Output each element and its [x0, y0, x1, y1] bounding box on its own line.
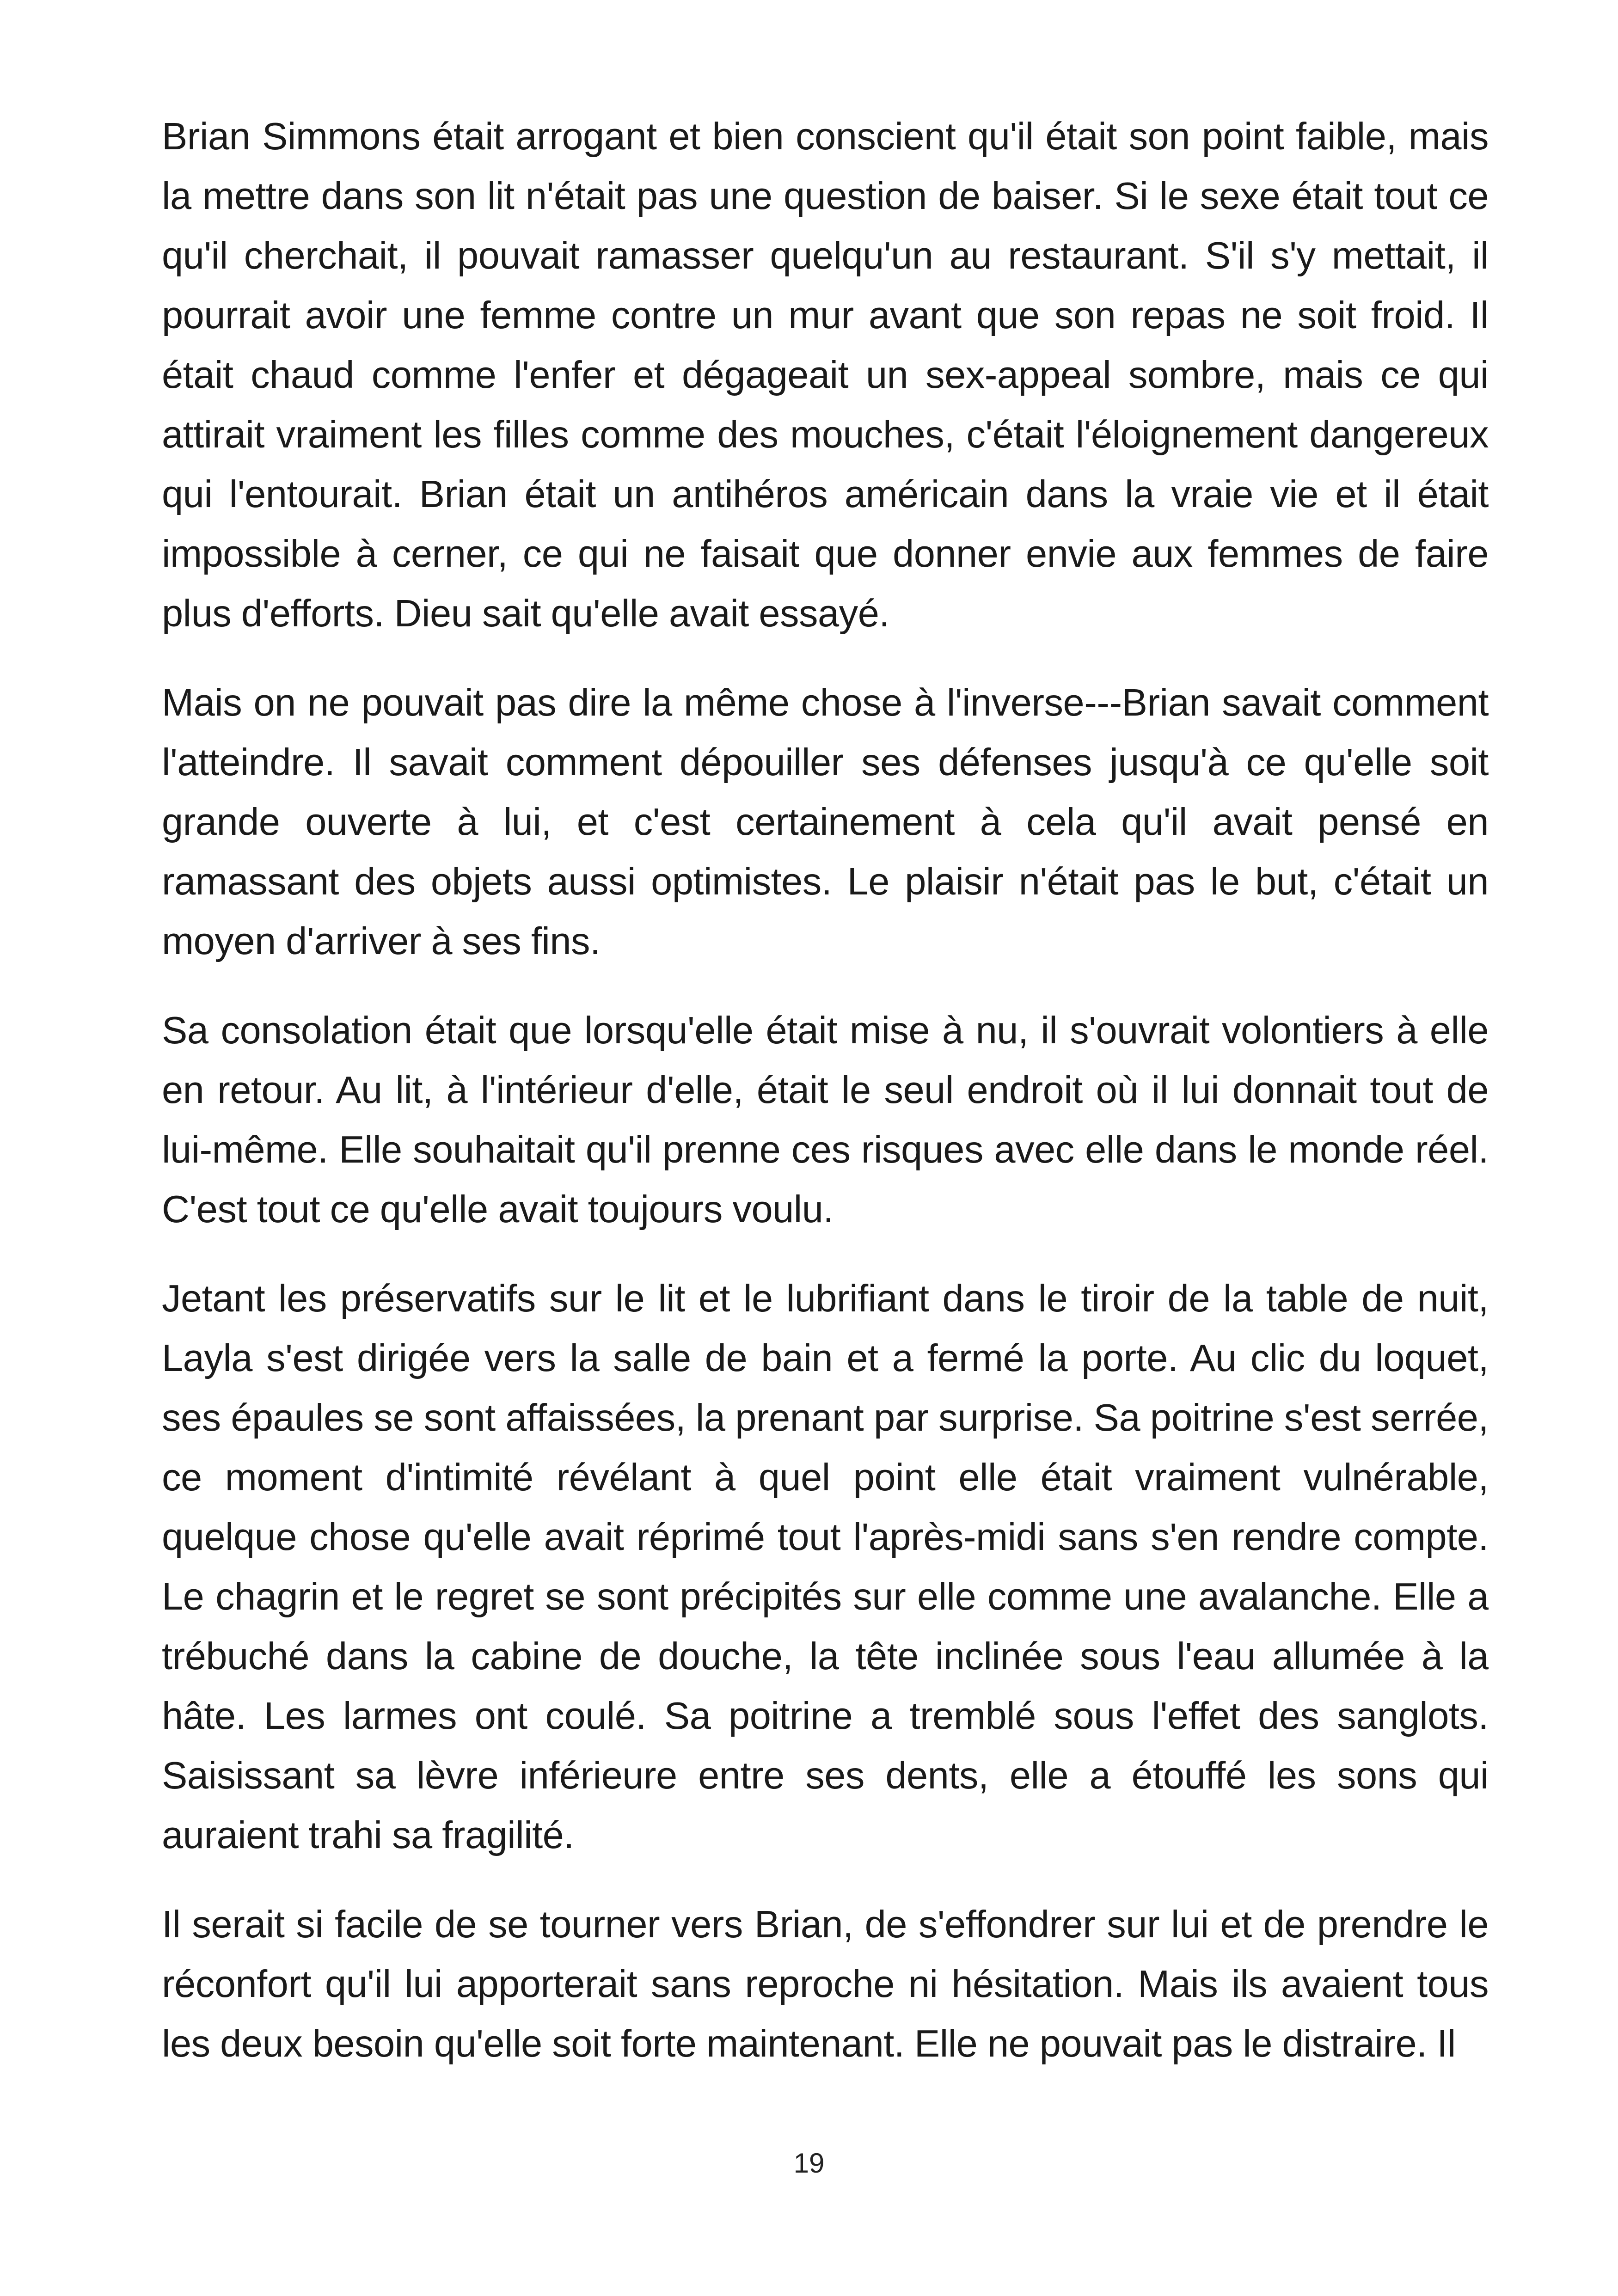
paragraph-5: Il serait si facile de se tourner vers Brian, de s'effondrer sur lui et de prendre le réconfort qu'il lui apporterait sans reproche ni hésitation. Mais ils avaient tous les deux besoin qu'elle soit forte maintenant. Elle ne pouvait pas le distraire. Il	[162, 1903, 1489, 2065]
paragraph-2: Mais on ne pouvait pas dire la même chose à l'inverse---Brian savait comment l'atteindre. Il savait comment dépouiller ses défenses jusqu'à ce qu'elle soit grande ouverte à lui, et c'est certainement à cela qu'il avait pensé en ramassant des objets aussi optimistes. Le plaisir n'était pas le but, c'était un moyen d'arriver à ses fins.	[162, 681, 1489, 962]
page-number: 19	[793, 2148, 825, 2179]
paragraph-4: Jetant les préservatifs sur le lit et le lubrifiant dans le tiroir de la table de nuit, Layla s'est dirigée vers la salle de bain et a fermé la porte. Au clic du loquet, ses épaules se sont affaissées, la prenant par surprise. Sa poitrine s'est serrée, ce moment d'intimité révélant à quel point elle était vraiment vulnérable, quelque chose qu'elle avait réprimé tout l'après-midi sans s'en rendre compte. Le chagrin et le regret se sont précipités sur elle comme une avalanche. Elle a trébuché dans la cabine de douche, la tête inclinée sous l'eau allumée à la hâte. Les larmes ont coulé. Sa poitrine a tremblé sous l'effet des sanglots. Saisissant sa lèvre inférieure entre ses dents, elle a étouffé les sons qui auraient trahi sa fragilité.	[162, 1277, 1489, 1856]
paragraph-1: Brian Simmons était arrogant et bien conscient qu'il était son point faible, mais la mettre dans son lit n'était pas une question de baiser. Si le sexe était tout ce qu'il cherchait, il pouvait ramasser quelqu'un au restaurant. S'il s'y mettait, il pourrait avoir une femme contre un mur avant que son repas ne soit froid. Il était chaud comme l'enfer et dégageait un sex-appeal sombre, mais ce qui attirait vraiment les filles comme des mouches, c'était l'éloignement dangereux qui l'entourait. Brian était un antihéros américain dans la vraie vie et il était impossible à cerner, ce qui ne faisait que donner envie aux femmes de faire plus d'efforts. Dieu sait qu'elle avait essayé.	[162, 115, 1489, 635]
paragraph-3: Sa consolation était que lorsqu'elle était mise à nu, il s'ouvrait volontiers à elle en retour. Au lit, à l'intérieur d'elle, était le seul endroit où il lui donnait tout de lui-même. Elle souhaitait qu'il prenne ces risques avec elle dans le monde réel. C'est tout ce qu'elle avait toujours voulu.	[162, 1009, 1489, 1231]
page-body	[162, 106, 1489, 2071]
